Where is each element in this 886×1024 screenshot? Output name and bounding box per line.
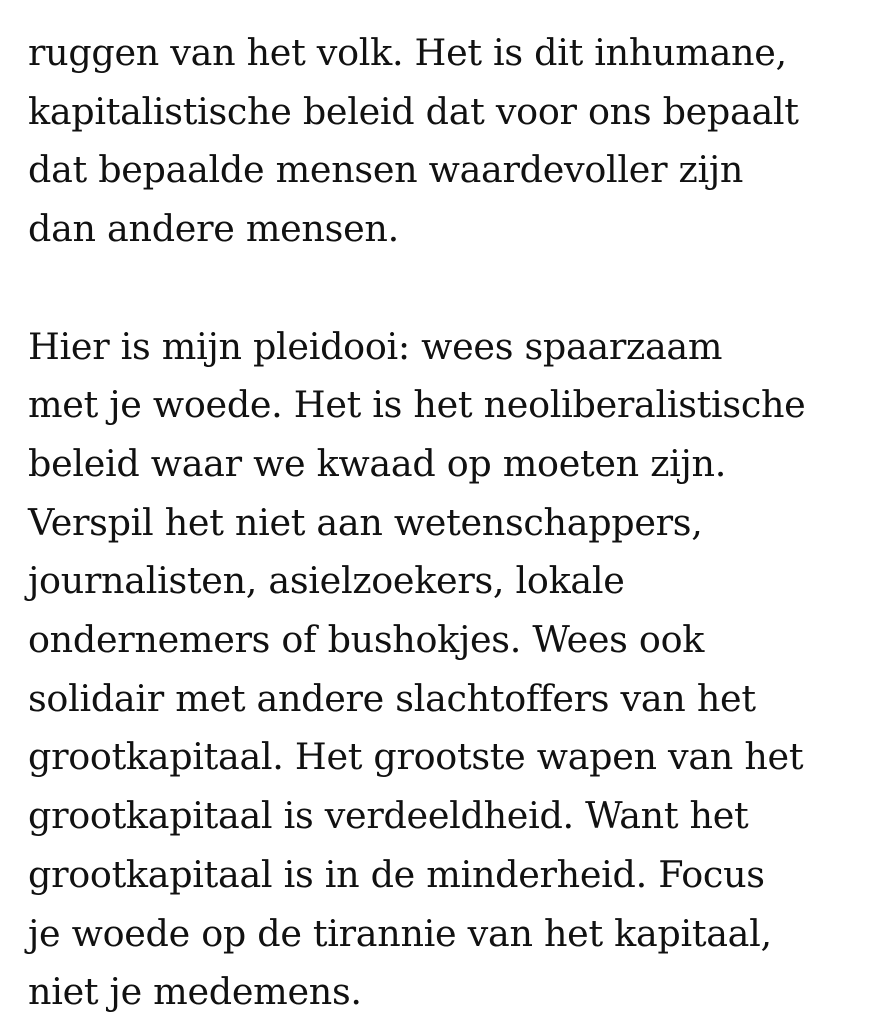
text-line: beleid waar we kwaad op moeten zijn. [28,441,727,485]
text-line: solidair met andere slachtoffers van het [28,676,756,720]
text-line: Verspil het niet aan wetenschappers, [28,500,703,544]
text-line: met je woede. Het is het neoliberalistische [28,383,806,427]
text-line: ondernemers of bushokjes. Wees ook [28,618,705,662]
paragraph-2 [28,318,878,1022]
article-body [28,24,878,1022]
text-line: je woede op de tirannie van het kapitaal, [28,911,772,955]
text-line: niet je medemens. [28,970,362,1014]
text-line: Hier is mijn pleidooi: wees spaarzaam [28,324,723,368]
text-line: grootkapitaal is verdeeldheid. Want het [28,794,749,838]
paragraph-1 [28,24,878,259]
text-line: grootkapitaal is in de minderheid. Focus [28,852,765,896]
text-line: journalisten, asielzoekers, lokale [28,559,625,603]
text-line: grootkapitaal. Het grootste wapen van het [28,735,804,779]
text-line: ruggen van het volk. Het is dit inhumane, [28,31,787,74]
text-line: dan andere mensen. [28,207,399,251]
text-line: kapitalistische beleid dat voor ons bepaalt [28,89,799,133]
text-line: dat bepaalde mensen waardevoller zijn [28,148,744,192]
